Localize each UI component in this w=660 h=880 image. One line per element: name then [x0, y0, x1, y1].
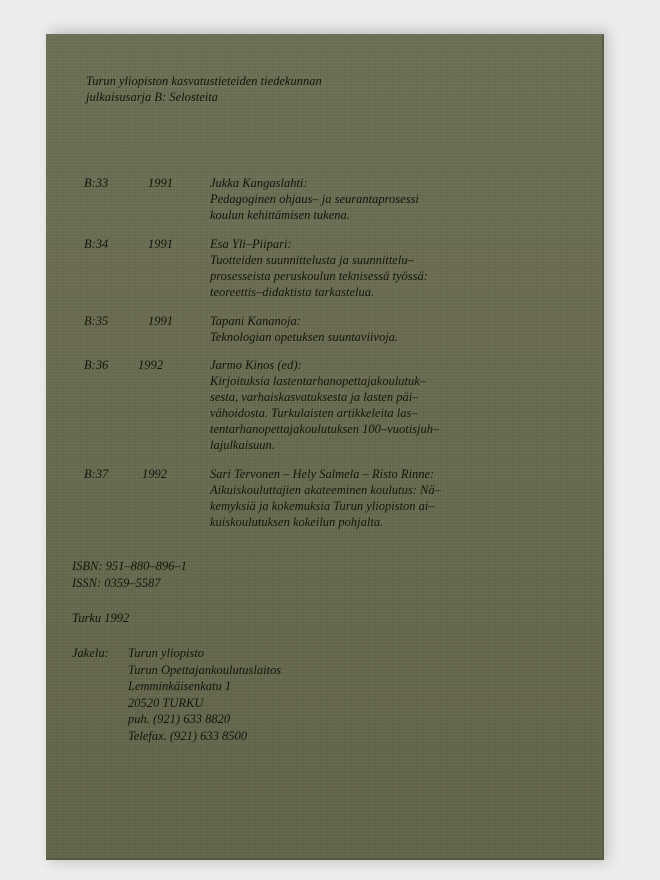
entry-title-line: kemyksiä ja kokemuksia Turun yliopiston ai– [210, 499, 435, 513]
jakelu-line: Telefax. (921) 633 8500 [128, 728, 247, 743]
entry-year: 1991 [148, 237, 173, 251]
jakelu-line: Turun Opettajankoulutuslaitos [128, 662, 282, 677]
entry-author: Esa Yli–Piipari: [210, 237, 292, 251]
entry-title-line: tentarhanopettajakoulutuksen 100–vuotisjuh– [210, 422, 440, 436]
entry-author: Jarmo Kinos (ed): [210, 358, 302, 372]
entry-code: B:36 [84, 358, 109, 372]
series-title-line2: julkaisusarja B: Selosteita [86, 90, 218, 104]
jakelu-line: Turun yliopisto [128, 646, 205, 660]
jakelu-line: puh. (921) 633 8820 [128, 712, 231, 726]
entry-title-line: kuiskoulutuksen kokeilun pohjalta. [210, 515, 384, 529]
entry-title-line: sesta, varhaiskasvatuksesta ja lasten päi– [210, 390, 419, 404]
entry-code: B:33 [84, 176, 109, 190]
entry-text [210, 466, 441, 530]
entry-code: B:34 [84, 237, 109, 251]
entry-title-line: Teknologian opetuksen suuntaviivoja. [210, 330, 399, 344]
entry-text [210, 357, 439, 453]
entry-author: Sari Tervonen – Hely Salmela – Risto Rinne: [210, 467, 435, 481]
entry-title-line: Kirjoituksia lastentarhanopettajakoulutuk– [210, 374, 427, 388]
place-year: Turku 1992 [72, 611, 130, 625]
entry-year: 1992 [138, 358, 163, 372]
entry-author: Jukka Kangaslahti: [210, 176, 308, 190]
entry-year: 1992 [142, 467, 167, 481]
issn: ISSN: 0359–5587 [72, 576, 161, 590]
series-title-line1: Turun yliopiston kasvatustieteiden tiedekunnan [86, 74, 322, 88]
jakelu-address [128, 645, 281, 744]
entry-code: B:37 [84, 467, 109, 481]
entry-year: 1991 [148, 314, 173, 328]
jakelu-label: Jakelu: [72, 646, 109, 660]
entry-title-line: Aikuiskouluttajien akateeminen koulutus: Nä– [210, 483, 441, 497]
entry-year: 1991 [148, 176, 173, 190]
entry-code: B:35 [84, 314, 109, 328]
entry-title-line: prosesseista peruskoulun teknisessä työssä: [210, 269, 428, 283]
entry-title-line: vähoidosta. Turkulaisten artikkeleita las– [210, 406, 418, 420]
jakelu-line: Lemminkäisenkatu 1 [128, 679, 232, 693]
entry-title-line: lajulkaisuun. [210, 438, 275, 452]
isbn: ISBN: 951–880–896–1 [72, 559, 187, 573]
entry-text [210, 236, 428, 300]
entry-title-line: teoreettis–didaktista tarkastelua. [210, 285, 375, 299]
entry-author: Tapani Kananoja: [210, 314, 301, 328]
entry-title-line: Pedagoginen ohjaus– ja seurantaprosessi [210, 192, 419, 206]
jakelu-line: 20520 TURKU [128, 695, 204, 710]
entry-title-line: Tuotteiden suunnittelusta ja suunnittelu– [210, 253, 414, 267]
entry-title-line: koulun kehittämisen tukena. [210, 208, 350, 222]
entry-text [210, 313, 398, 345]
entry-text [210, 175, 419, 223]
